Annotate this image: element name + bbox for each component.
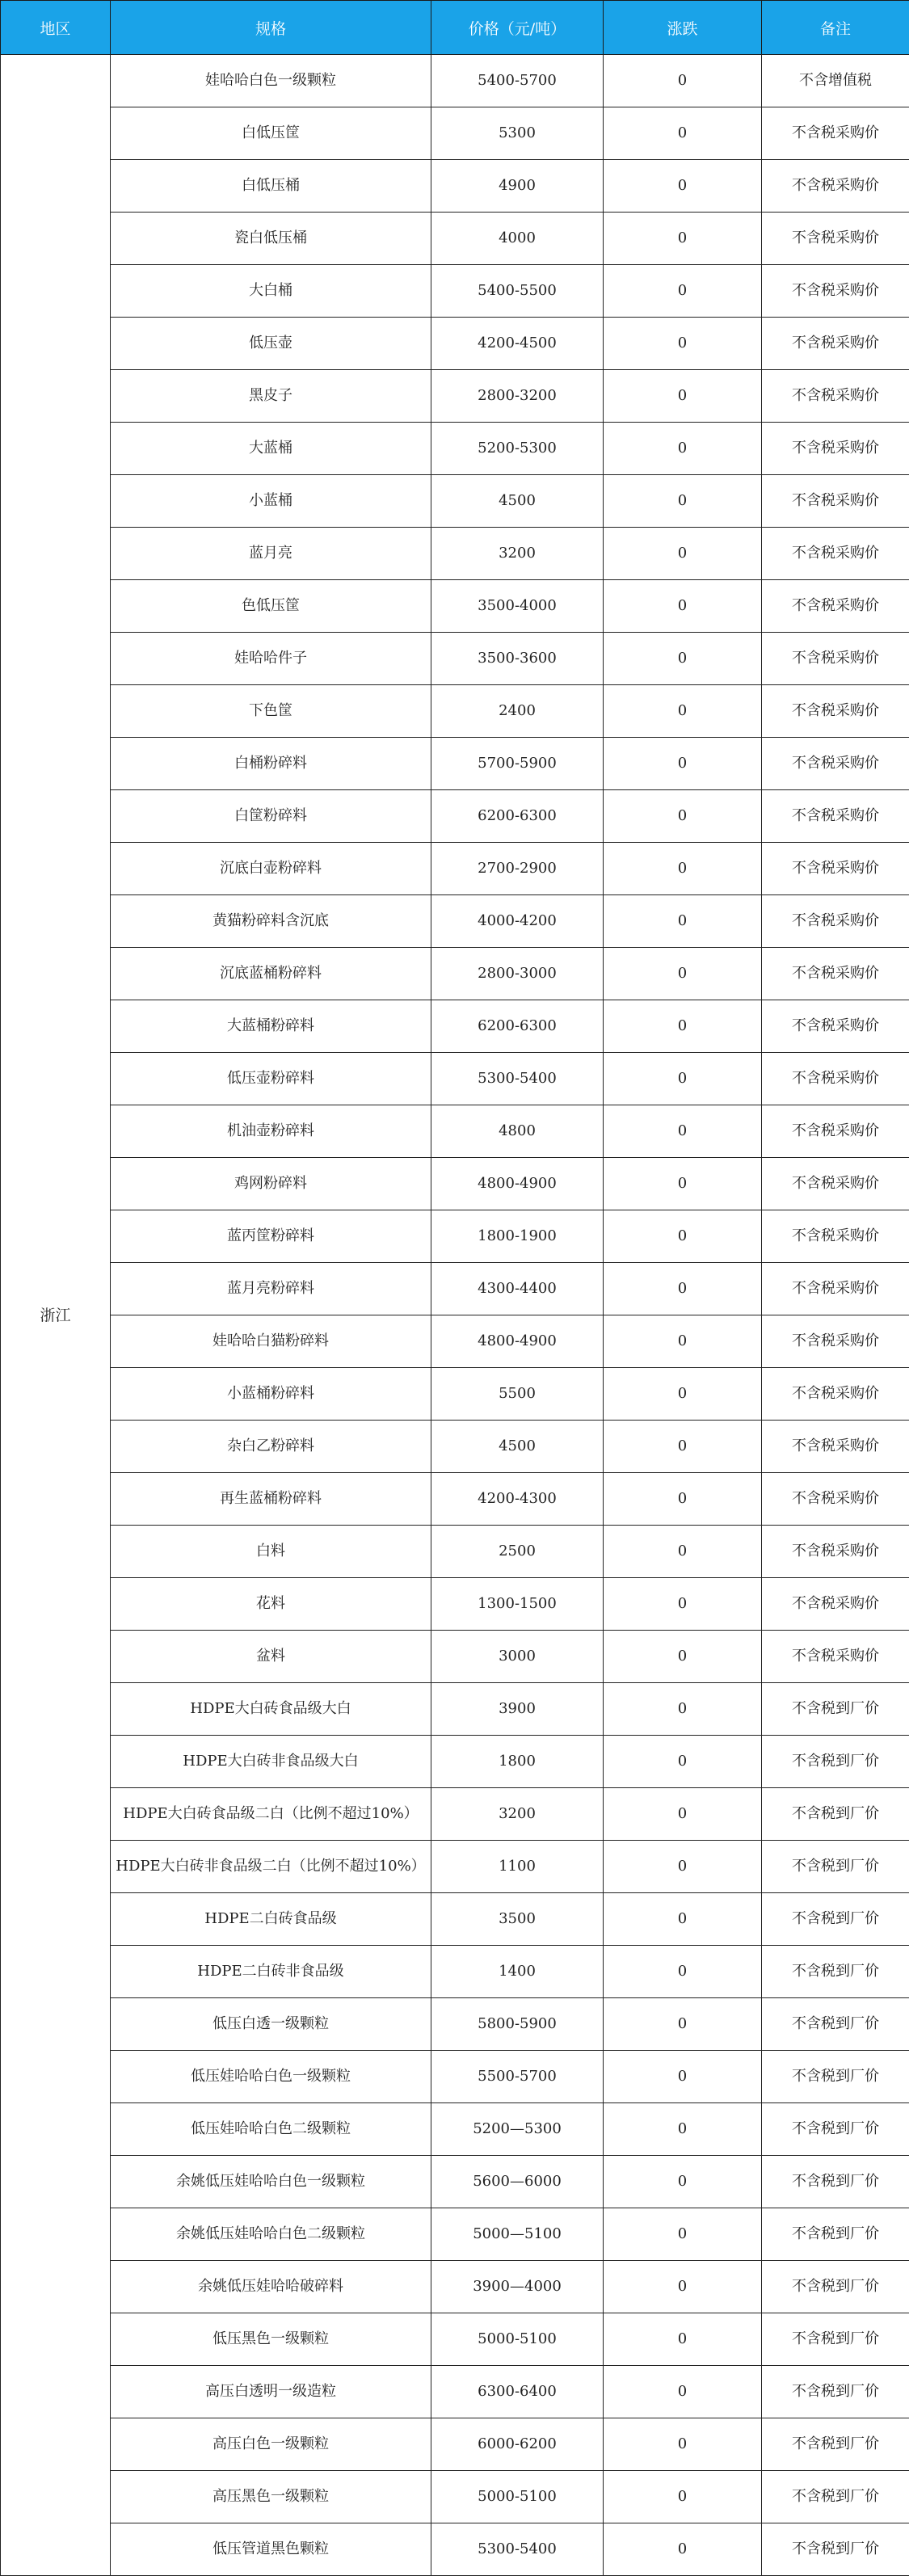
spec-cell: 白桶粉碎料 xyxy=(111,738,431,790)
spec-cell: 白低压桶 xyxy=(111,160,431,213)
spec-cell: 余姚低压娃哈哈白色一级颗粒 xyxy=(111,2156,431,2208)
spec-cell: 黄猫粉碎料含沉底 xyxy=(111,895,431,948)
change-cell: 0 xyxy=(604,107,762,160)
table-header xyxy=(1,1,909,55)
spec-cell: 低压娃哈哈白色二级颗粒 xyxy=(111,2103,431,2156)
table-row xyxy=(1,1998,909,2051)
spec-cell: 余姚低压娃哈哈白色二级颗粒 xyxy=(111,2208,431,2261)
price-cell: 5400-5500 xyxy=(431,265,604,318)
table-row xyxy=(1,265,909,318)
table-row xyxy=(1,318,909,370)
spec-cell: 低压壶 xyxy=(111,318,431,370)
spec-cell: 黑皮子 xyxy=(111,370,431,423)
price-cell: 1300-1500 xyxy=(431,1578,604,1631)
header-note: 备注 xyxy=(762,1,909,55)
note-cell: 不含税采购价 xyxy=(762,213,909,265)
spec-cell: 娃哈哈白猫粉碎料 xyxy=(111,1315,431,1368)
change-cell: 0 xyxy=(604,1683,762,1736)
table-row xyxy=(1,1736,909,1788)
note-cell: 不含税采购价 xyxy=(762,1210,909,1263)
spec-cell: HDPE大白砖食品级大白 xyxy=(111,1683,431,1736)
change-cell: 0 xyxy=(604,948,762,1000)
note-cell: 不含税采购价 xyxy=(762,1263,909,1315)
table-row xyxy=(1,2523,909,2576)
price-cell: 3900 xyxy=(431,1683,604,1736)
note-cell: 不含税采购价 xyxy=(762,528,909,580)
change-cell: 0 xyxy=(604,843,762,895)
table-row xyxy=(1,948,909,1000)
change-cell: 0 xyxy=(604,1526,762,1578)
spec-cell: HDPE二白砖食品级 xyxy=(111,1893,431,1946)
table-row xyxy=(1,475,909,528)
price-cell: 5500 xyxy=(431,1368,604,1421)
price-cell: 4300-4400 xyxy=(431,1263,604,1315)
table-row xyxy=(1,633,909,685)
price-cell: 5000—5100 xyxy=(431,2208,604,2261)
table-row xyxy=(1,1578,909,1631)
change-cell: 0 xyxy=(604,2261,762,2313)
price-cell: 4500 xyxy=(431,475,604,528)
spec-cell: 小蓝桶 xyxy=(111,475,431,528)
spec-cell: 蓝丙筐粉碎料 xyxy=(111,1210,431,1263)
change-cell: 0 xyxy=(604,1421,762,1473)
table-row xyxy=(1,1158,909,1210)
table-row xyxy=(1,580,909,633)
note-cell: 不含税到厂价 xyxy=(762,2261,909,2313)
spec-cell: 再生蓝桶粉碎料 xyxy=(111,1473,431,1526)
note-cell: 不含税到厂价 xyxy=(762,1998,909,2051)
change-cell: 0 xyxy=(604,790,762,843)
price-cell: 3500 xyxy=(431,1893,604,1946)
spec-cell: 蓝月亮 xyxy=(111,528,431,580)
change-cell: 0 xyxy=(604,2366,762,2418)
note-cell: 不含税到厂价 xyxy=(762,1788,909,1841)
table-row xyxy=(1,738,909,790)
price-cell: 2800-3000 xyxy=(431,948,604,1000)
spec-cell: 瓷白低压桶 xyxy=(111,213,431,265)
note-cell: 不含税采购价 xyxy=(762,580,909,633)
note-cell: 不含税到厂价 xyxy=(762,1683,909,1736)
price-cell: 5000-5100 xyxy=(431,2313,604,2366)
spec-cell: 高压白透明一级造粒 xyxy=(111,2366,431,2418)
spec-cell: HDPE大白砖非食品级二白（比例不超过10%） xyxy=(111,1841,431,1893)
change-cell: 0 xyxy=(604,1631,762,1683)
change-cell: 0 xyxy=(604,160,762,213)
note-cell: 不含税采购价 xyxy=(762,107,909,160)
table-row xyxy=(1,1841,909,1893)
table-row xyxy=(1,1893,909,1946)
note-cell: 不含税采购价 xyxy=(762,1473,909,1526)
price-cell: 5600—6000 xyxy=(431,2156,604,2208)
price-cell: 4800-4900 xyxy=(431,1158,604,1210)
note-cell: 不含税到厂价 xyxy=(762,1736,909,1788)
price-cell: 5000-5100 xyxy=(431,2471,604,2523)
spec-cell: 低压壶粉碎料 xyxy=(111,1053,431,1105)
table-row xyxy=(1,685,909,738)
note-cell: 不含税采购价 xyxy=(762,1105,909,1158)
table-row xyxy=(1,1368,909,1421)
note-cell: 不含税到厂价 xyxy=(762,2418,909,2471)
change-cell: 0 xyxy=(604,1946,762,1998)
table-row xyxy=(1,1421,909,1473)
spec-cell: 鸡网粉碎料 xyxy=(111,1158,431,1210)
note-cell: 不含税采购价 xyxy=(762,265,909,318)
price-cell: 3900—4000 xyxy=(431,2261,604,2313)
table-row xyxy=(1,107,909,160)
table-row xyxy=(1,790,909,843)
table-row xyxy=(1,2366,909,2418)
change-cell: 0 xyxy=(604,2156,762,2208)
price-cell: 4900 xyxy=(431,160,604,213)
note-cell: 不含税到厂价 xyxy=(762,2208,909,2261)
spec-cell: 大白桶 xyxy=(111,265,431,318)
region-cell: 浙江 xyxy=(1,55,111,2576)
change-cell: 0 xyxy=(604,1105,762,1158)
table-body xyxy=(1,55,909,2576)
spec-cell: 高压白色一级颗粒 xyxy=(111,2418,431,2471)
change-cell: 0 xyxy=(604,318,762,370)
note-cell: 不含税到厂价 xyxy=(762,1841,909,1893)
note-cell: 不含税到厂价 xyxy=(762,2156,909,2208)
change-cell: 0 xyxy=(604,1578,762,1631)
table-row xyxy=(1,895,909,948)
note-cell: 不含税采购价 xyxy=(762,1526,909,1578)
change-cell: 0 xyxy=(604,265,762,318)
note-cell: 不含税采购价 xyxy=(762,1315,909,1368)
note-cell: 不含税采购价 xyxy=(762,475,909,528)
price-cell: 5300 xyxy=(431,107,604,160)
spec-cell: HDPE大白砖食品级二白（比例不超过10%） xyxy=(111,1788,431,1841)
price-cell: 5200-5300 xyxy=(431,423,604,475)
change-cell: 0 xyxy=(604,370,762,423)
table-row xyxy=(1,1210,909,1263)
note-cell: 不含税采购价 xyxy=(762,1158,909,1210)
price-cell: 3500-3600 xyxy=(431,633,604,685)
spec-cell: 沉底蓝桶粉碎料 xyxy=(111,948,431,1000)
change-cell: 0 xyxy=(604,1368,762,1421)
table-row xyxy=(1,1263,909,1315)
change-cell: 0 xyxy=(604,2051,762,2103)
note-cell: 不含税采购价 xyxy=(762,318,909,370)
price-cell: 5300-5400 xyxy=(431,1053,604,1105)
spec-cell: 大蓝桶 xyxy=(111,423,431,475)
note-cell: 不含税到厂价 xyxy=(762,2103,909,2156)
price-cell: 5500-5700 xyxy=(431,2051,604,2103)
change-cell: 0 xyxy=(604,685,762,738)
spec-cell: 小蓝桶粉碎料 xyxy=(111,1368,431,1421)
spec-cell: 余姚低压娃哈哈破碎料 xyxy=(111,2261,431,2313)
table-row xyxy=(1,1631,909,1683)
spec-cell: 高压黑色一级颗粒 xyxy=(111,2471,431,2523)
price-cell: 3500-4000 xyxy=(431,580,604,633)
note-cell: 不含税采购价 xyxy=(762,685,909,738)
note-cell: 不含税采购价 xyxy=(762,370,909,423)
table-row xyxy=(1,2051,909,2103)
table-row xyxy=(1,2208,909,2261)
change-cell: 0 xyxy=(604,1053,762,1105)
change-cell: 0 xyxy=(604,1736,762,1788)
table-row xyxy=(1,2103,909,2156)
change-cell: 0 xyxy=(604,580,762,633)
note-cell: 不含税采购价 xyxy=(762,633,909,685)
spec-cell: 低压白透一级颗粒 xyxy=(111,1998,431,2051)
spec-cell: 杂白乙粉碎料 xyxy=(111,1421,431,1473)
table-row xyxy=(1,370,909,423)
price-cell: 1100 xyxy=(431,1841,604,1893)
change-cell: 0 xyxy=(604,2418,762,2471)
note-cell: 不含税采购价 xyxy=(762,948,909,1000)
price-cell: 5200—5300 xyxy=(431,2103,604,2156)
table-row xyxy=(1,2156,909,2208)
price-cell: 5700-5900 xyxy=(431,738,604,790)
table-row xyxy=(1,213,909,265)
price-cell: 6200-6300 xyxy=(431,1000,604,1053)
spec-cell: 花料 xyxy=(111,1578,431,1631)
note-cell: 不含税到厂价 xyxy=(762,2051,909,2103)
change-cell: 0 xyxy=(604,1998,762,2051)
note-cell: 不含税采购价 xyxy=(762,160,909,213)
header-price: 价格（元/吨） xyxy=(431,1,604,55)
price-cell: 6000-6200 xyxy=(431,2418,604,2471)
change-cell: 0 xyxy=(604,1158,762,1210)
table-row xyxy=(1,1683,909,1736)
spec-cell: 色低压筐 xyxy=(111,580,431,633)
note-cell: 不含税采购价 xyxy=(762,423,909,475)
price-cell: 3000 xyxy=(431,1631,604,1683)
note-cell: 不含税采购价 xyxy=(762,738,909,790)
spec-cell: HDPE二白砖非食品级 xyxy=(111,1946,431,1998)
change-cell: 0 xyxy=(604,1000,762,1053)
spec-cell: 盆料 xyxy=(111,1631,431,1683)
note-cell: 不含税到厂价 xyxy=(762,2523,909,2576)
table-row xyxy=(1,528,909,580)
spec-cell: 白低压筐 xyxy=(111,107,431,160)
note-cell: 不含税采购价 xyxy=(762,790,909,843)
spec-cell: 娃哈哈白色一级颗粒 xyxy=(111,55,431,107)
spec-cell: 低压娃哈哈白色一级颗粒 xyxy=(111,2051,431,2103)
table-row xyxy=(1,1105,909,1158)
price-cell: 4800-4900 xyxy=(431,1315,604,1368)
note-cell: 不含税到厂价 xyxy=(762,1893,909,1946)
price-cell: 1400 xyxy=(431,1946,604,1998)
header-change: 涨跌 xyxy=(604,1,762,55)
change-cell: 0 xyxy=(604,1263,762,1315)
spec-cell: 低压黑色一级颗粒 xyxy=(111,2313,431,2366)
note-cell: 不含税采购价 xyxy=(762,1421,909,1473)
price-cell: 1800 xyxy=(431,1736,604,1788)
spec-cell: 白筐粉碎料 xyxy=(111,790,431,843)
change-cell: 0 xyxy=(604,213,762,265)
price-cell: 2800-3200 xyxy=(431,370,604,423)
change-cell: 0 xyxy=(604,1893,762,1946)
table-row xyxy=(1,1473,909,1526)
note-cell: 不含税采购价 xyxy=(762,1578,909,1631)
price-cell: 4800 xyxy=(431,1105,604,1158)
note-cell: 不含税采购价 xyxy=(762,1368,909,1421)
note-cell: 不含增值税 xyxy=(762,55,909,107)
spec-cell: 大蓝桶粉碎料 xyxy=(111,1000,431,1053)
change-cell: 0 xyxy=(604,1315,762,1368)
change-cell: 0 xyxy=(604,1210,762,1263)
price-cell: 4500 xyxy=(431,1421,604,1473)
note-cell: 不含税采购价 xyxy=(762,843,909,895)
spec-cell: HDPE大白砖非食品级大白 xyxy=(111,1736,431,1788)
change-cell: 0 xyxy=(604,2208,762,2261)
note-cell: 不含税采购价 xyxy=(762,1631,909,1683)
note-cell: 不含税到厂价 xyxy=(762,2471,909,2523)
header-spec: 规格 xyxy=(111,1,431,55)
change-cell: 0 xyxy=(604,2103,762,2156)
table-row xyxy=(1,2261,909,2313)
price-cell: 5300-5400 xyxy=(431,2523,604,2576)
table-row xyxy=(1,1788,909,1841)
note-cell: 不含税采购价 xyxy=(762,895,909,948)
table-row xyxy=(1,843,909,895)
change-cell: 0 xyxy=(604,55,762,107)
price-cell: 1800-1900 xyxy=(431,1210,604,1263)
table-row xyxy=(1,1053,909,1105)
table-row xyxy=(1,1315,909,1368)
note-cell: 不含税到厂价 xyxy=(762,2366,909,2418)
change-cell: 0 xyxy=(604,423,762,475)
price-cell: 4200-4500 xyxy=(431,318,604,370)
change-cell: 0 xyxy=(604,1788,762,1841)
price-cell: 5400-5700 xyxy=(431,55,604,107)
table-row xyxy=(1,1526,909,1578)
header-region: 地区 xyxy=(1,1,111,55)
change-cell: 0 xyxy=(604,2471,762,2523)
spec-cell: 娃哈哈件子 xyxy=(111,633,431,685)
change-cell: 0 xyxy=(604,633,762,685)
price-cell: 4200-4300 xyxy=(431,1473,604,1526)
change-cell: 0 xyxy=(604,528,762,580)
price-cell: 2500 xyxy=(431,1526,604,1578)
price-cell: 2400 xyxy=(431,685,604,738)
spec-cell: 蓝月亮粉碎料 xyxy=(111,1263,431,1315)
change-cell: 0 xyxy=(604,895,762,948)
change-cell: 0 xyxy=(604,2523,762,2576)
table-row xyxy=(1,1946,909,1998)
table-row xyxy=(1,2418,909,2471)
change-cell: 0 xyxy=(604,1473,762,1526)
spec-cell: 低压管道黑色颗粒 xyxy=(111,2523,431,2576)
price-cell: 2700-2900 xyxy=(431,843,604,895)
table-row xyxy=(1,55,909,107)
price-cell: 4000 xyxy=(431,213,604,265)
spec-cell: 下色筐 xyxy=(111,685,431,738)
note-cell: 不含税采购价 xyxy=(762,1000,909,1053)
change-cell: 0 xyxy=(604,2313,762,2366)
note-cell: 不含税到厂价 xyxy=(762,1946,909,1998)
price-cell: 6300-6400 xyxy=(431,2366,604,2418)
price-cell: 5800-5900 xyxy=(431,1998,604,2051)
change-cell: 0 xyxy=(604,475,762,528)
table-row xyxy=(1,2471,909,2523)
note-cell: 不含税到厂价 xyxy=(762,2313,909,2366)
change-cell: 0 xyxy=(604,1841,762,1893)
table-row xyxy=(1,160,909,213)
spec-cell: 沉底白壶粉碎料 xyxy=(111,843,431,895)
price-cell: 3200 xyxy=(431,528,604,580)
spec-cell: 白料 xyxy=(111,1526,431,1578)
change-cell: 0 xyxy=(604,738,762,790)
table-row xyxy=(1,2313,909,2366)
price-cell: 3200 xyxy=(431,1788,604,1841)
header-row xyxy=(1,1,909,55)
spec-cell: 机油壶粉碎料 xyxy=(111,1105,431,1158)
note-cell: 不含税采购价 xyxy=(762,1053,909,1105)
table-row xyxy=(1,1000,909,1053)
price-cell: 4000-4200 xyxy=(431,895,604,948)
price-cell: 6200-6300 xyxy=(431,790,604,843)
table-row xyxy=(1,423,909,475)
